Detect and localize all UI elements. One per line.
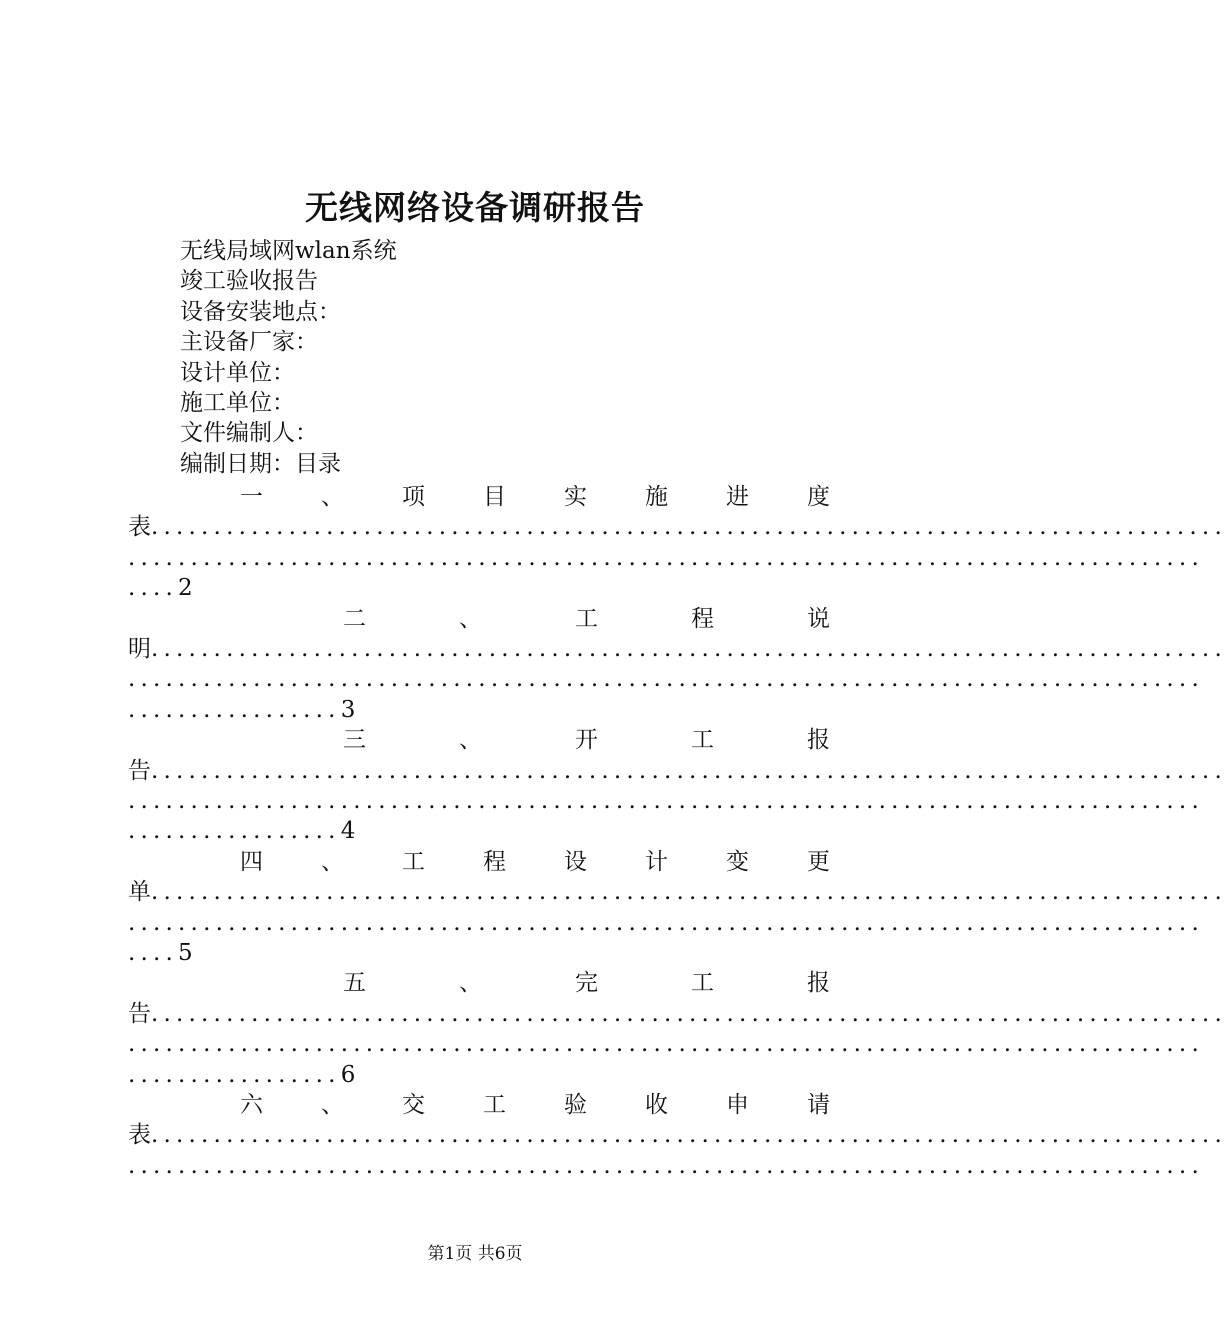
info-line-system: 无线局域网wlan系统 [180, 238, 397, 264]
toc-dot-leader: ...................................................................................... [151, 757, 1227, 784]
toc-entry-leader-line [128, 999, 1227, 1029]
info-line-author: 文件编制人： [180, 420, 318, 447]
toc-dot-leader: ...................................................................................... [128, 1031, 1204, 1058]
toc-heading-char: 报 [807, 727, 830, 754]
toc-heading-char: 、 [321, 848, 344, 875]
toc-heading-last-char: 明 [128, 636, 151, 662]
toc-heading-char: 变 [726, 848, 749, 875]
toc-heading-char: 报 [807, 970, 830, 997]
toc-heading-char: 实 [564, 484, 587, 510]
toc-dot-leader: ...................................................................................... [151, 1000, 1227, 1027]
page-footer: 第1页 共6页 [427, 1244, 523, 1264]
toc-heading-char: 程 [691, 605, 714, 632]
toc-heading-char: 计 [645, 848, 668, 875]
toc-dot-leader: ................. [128, 696, 341, 723]
toc-entry-page-line [128, 573, 830, 603]
toc-dot-leader: ................. [128, 1061, 341, 1088]
info-line-vendor: 主设备厂家： [180, 329, 318, 356]
toc-entry-leader-line [128, 543, 1204, 573]
toc-entry-leader-line [128, 908, 1204, 938]
toc-entry-heading [240, 847, 830, 877]
toc-dot-leader: ...................................................................................... [128, 1152, 1204, 1179]
toc-heading-last-char: 告 [128, 757, 151, 784]
toc-entry-leader-line [128, 1120, 1227, 1150]
page-title: 无线网络设备调研报告 [305, 188, 645, 227]
toc-entry-heading [343, 604, 830, 634]
toc-heading-char: 工 [575, 605, 598, 632]
toc-heading-char: 工 [691, 970, 714, 997]
toc-heading-last-char: 告 [128, 1000, 151, 1027]
toc-heading-char: 、 [321, 484, 344, 510]
toc-entry-leader-line [128, 756, 1227, 786]
toc-dot-leader: ...................................................................................... [151, 1122, 1227, 1149]
toc-heading-char: 开 [575, 727, 598, 754]
toc-entry-heading [240, 1090, 830, 1120]
toc-heading-char: 工 [402, 848, 425, 875]
toc-entry-leader-line [128, 512, 1227, 542]
toc-heading-char: 程 [483, 848, 506, 875]
toc-heading-char: 收 [645, 1092, 668, 1118]
toc-page-number: 5 [178, 940, 193, 966]
toc-dot-leader: .... [128, 940, 179, 966]
toc-entry-leader-line [128, 1151, 1204, 1181]
toc-heading-char: 施 [645, 484, 668, 510]
toc-heading-last-char: 表 [128, 1122, 151, 1149]
toc-heading-char: 六 [240, 1092, 263, 1118]
toc-heading-last-char: 单 [128, 879, 151, 906]
toc-entry-page-line [128, 938, 830, 968]
toc-entry-page-line [128, 695, 830, 725]
info-line-date-toc: 编制日期：目录 [180, 450, 341, 477]
toc-entry-leader-line [128, 634, 1227, 664]
info-line-design-unit: 设计单位： [180, 359, 295, 386]
toc-page-number: 4 [340, 818, 356, 845]
toc-heading-last-char: 表 [128, 514, 151, 541]
info-line-install-location: 设备安装地点： [180, 298, 341, 325]
toc-dot-leader: ...................................................................................... [128, 788, 1204, 814]
toc-heading-char: 、 [321, 1092, 344, 1118]
toc-entry-leader-line [128, 1029, 1204, 1059]
toc-heading-char: 目 [483, 484, 506, 510]
info-line-report-type: 竣工验收报告 [180, 268, 318, 295]
toc-heading-char: 度 [807, 484, 830, 510]
toc-dot-leader: ...................................................................................... [151, 879, 1227, 906]
toc-dot-leader: ...................................................................................... [128, 909, 1204, 936]
toc-heading-char: 验 [564, 1092, 587, 1118]
toc-heading-char: 更 [807, 848, 830, 875]
toc-dot-leader: ................. [128, 818, 341, 845]
toc-page-number: 6 [340, 1061, 356, 1088]
info-line-construction-unit: 施工单位： [180, 389, 295, 416]
toc-heading-char: 一 [240, 484, 263, 510]
toc-heading-char: 说 [807, 605, 830, 632]
toc-heading-char: 、 [459, 970, 482, 997]
toc-heading-char: 申 [726, 1092, 749, 1118]
toc-heading-char: 二 [343, 605, 366, 632]
toc-heading-char: 四 [240, 848, 263, 875]
toc-entry-page-line [128, 1060, 830, 1090]
toc-heading-char: 设 [564, 848, 587, 875]
toc-dot-leader: ...................................................................................... [151, 636, 1227, 662]
toc-entry-heading [240, 482, 830, 512]
toc-page-number: 2 [178, 575, 193, 602]
toc-entry-leader-line [128, 877, 1227, 907]
toc-entry-page-line [128, 816, 830, 846]
toc-heading-char: 项 [402, 484, 425, 510]
toc-entry-leader-line [128, 664, 1204, 694]
toc-entry-leader-line [128, 786, 1204, 816]
toc-dot-leader: ...................................................................................... [151, 514, 1227, 541]
toc-heading-char: 工 [691, 727, 714, 754]
toc-heading-char: 、 [459, 605, 482, 632]
toc-heading-char: 请 [807, 1092, 830, 1118]
toc-heading-char: 工 [483, 1092, 506, 1118]
toc-page-number: 3 [340, 696, 356, 723]
toc-heading-char: 五 [343, 970, 366, 997]
toc-heading-char: 进 [726, 484, 749, 510]
toc-heading-char: 完 [575, 970, 598, 997]
toc-heading-char: 交 [402, 1092, 425, 1118]
toc-entry-heading [343, 968, 830, 998]
toc-dot-leader: ...................................................................................... [128, 666, 1204, 693]
toc-entry-heading [343, 725, 830, 755]
toc-dot-leader: ...................................................................................... [128, 544, 1204, 571]
report-info-block [180, 236, 397, 479]
toc-dot-leader: .... [128, 575, 179, 602]
toc-heading-char: 、 [459, 727, 482, 754]
toc-heading-char: 三 [343, 727, 366, 754]
